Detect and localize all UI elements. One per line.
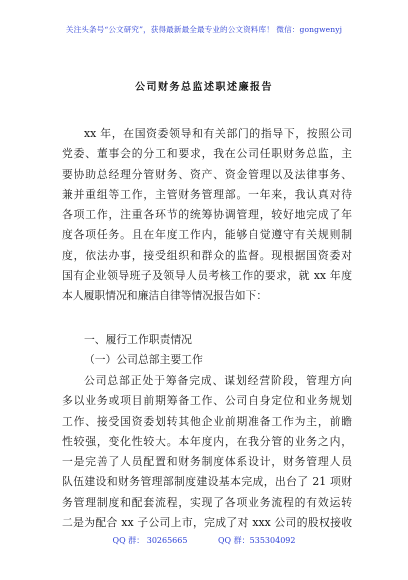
paragraph-line: 工作、接受国资委划转其他企业前期准备工作为主，前瞻 — [62, 414, 352, 428]
paragraph-line: 本人履职情况和廉洁自律等情况报告如下： — [62, 289, 268, 303]
section-heading-block — [62, 330, 352, 350]
paragraph-line: 性较强，变化性较大。本年度内，在我分管的业务之内， — [62, 434, 352, 448]
section-heading: 一、履行工作职责情况 — [84, 333, 192, 346]
paragraph-line: 各项工作，注重各环节的统筹协调管理，较好地完成了年 — [62, 208, 352, 222]
header-promo-note: 关注头条号“公文研究”，获得最新最全最专业的公文资料库！ 微信：gongwenyj — [65, 25, 343, 34]
paragraph-line: 党委、董事会的分工和要求，我在公司任职财务总监，主 — [62, 147, 352, 161]
footer-qq-group-2: QQ 群：535304092 — [218, 536, 296, 545]
paragraph-line: 度各项任务。且在年度工作内，能够自觉遵守有关规则制 — [62, 228, 352, 242]
intro-paragraph — [62, 124, 352, 307]
subsection-heading-block — [62, 350, 352, 370]
footer-qq-group-1: QQ 群： 30265665 — [112, 536, 188, 545]
document-title: 公司财务总监述职述廉报告 — [135, 82, 273, 93]
paragraph-line: 要协助总经理分管财务、资产、资金管理以及法律事务、 — [62, 167, 352, 181]
paragraph-line: 务管理制度和配套流程，实现了各项业务流程的有效运转 — [62, 495, 352, 509]
paragraph-line: 二是为配合 xx 子公司上市，完成了对 xxx 公司的股权接收 — [62, 516, 352, 530]
subsection-heading: （一）公司总部主要工作 — [84, 353, 203, 366]
paragraph-line: 多以业务或项目前期筹备工作、公司自身定位和业务规划 — [62, 394, 352, 408]
paragraph-line: 兼并重组等工作，主管财务管理部。一年来，我认真对待 — [62, 187, 352, 201]
headquarters-work-paragraph — [62, 371, 352, 533]
paragraph-line: 一是完善了人员配置和财务制度体系设计，财务管理人员 — [62, 455, 352, 469]
footer-contact — [0, 535, 408, 546]
paragraph-line: xx 年，在国资委领导和有关部门的指导下，按照公司 — [84, 127, 352, 140]
paragraph-line: 公司总部正处于筹备完成、谋划经营阶段，管理方向 — [84, 374, 352, 387]
paragraph-line: 度，依法办事，接受组织和群众的监督。现根据国资委对 — [62, 248, 352, 262]
paragraph-line: 国有企业领导班子及领导人员考核工作的要求，就 xx 年度 — [62, 269, 352, 283]
paragraph-line: 队伍建设和财务管理部制度建设基本完成，出台了 21 项财 — [62, 475, 352, 489]
